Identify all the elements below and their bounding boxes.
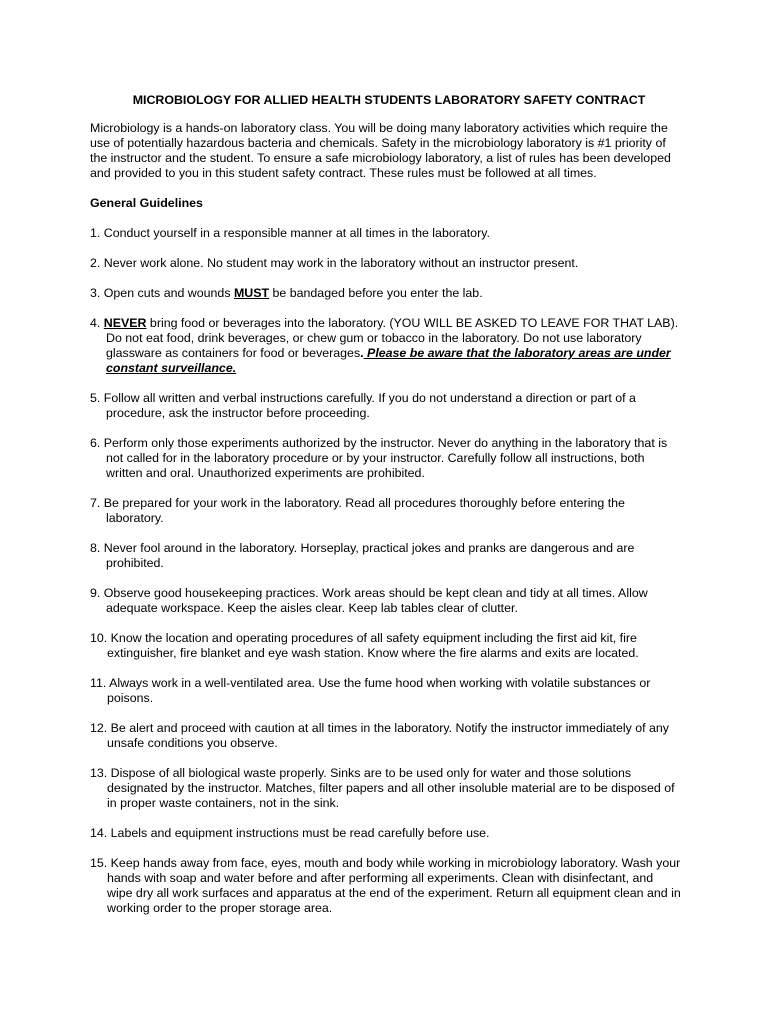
rule-14: 14. Labels and equipment instructions must be read carefully before use. — [90, 826, 490, 840]
rule-4-period: . — [360, 346, 364, 360]
rule-1: 1. Conduct yourself in a responsible manner at all times in the laboratory. — [90, 226, 490, 240]
rule-4 — [90, 316, 682, 376]
rule-6: 6. Perform only those experiments authorized by the instructor. Never do anything in the laboratory that is not called for in the laboratory procedure or by your instructor. Carefully follow all instructions, both written and oral. Unauthorized experiments are prohibited. — [90, 436, 668, 480]
rule-4-number: 4. — [90, 316, 104, 330]
rule-15: 15. Keep hands away from face, eyes, mouth and body while working in microbiology laboratory. Wash your hands with soap and water before and after performing all experiments. Clean with disinfectant, and wipe dry all work surfaces and apparatus at the end of the experiment. Return all equipment clean and in working order to the proper storage area. — [90, 856, 681, 915]
rule-7: 7. Be prepared for your work in the laboratory. Read all procedures thoroughly before entering the laboratory. — [90, 496, 625, 525]
rule-4-emphasis: NEVER — [103, 316, 147, 330]
section-heading: General Guidelines — [90, 196, 203, 210]
rule-3-emphasis: MUST — [233, 286, 270, 300]
document-title: MICROBIOLOGY FOR ALLIED HEALTH STUDENTS LABORATORY SAFETY CONTRACT — [132, 93, 646, 107]
rule-4-warning: Please be aware that the laboratory areas are under constant surveillance. — [106, 346, 671, 375]
rule-3 — [90, 286, 682, 301]
rule-5: 5. Follow all written and verbal instructions carefully. If you do not understand a direction or part of a procedure, ask the instructor before proceeding. — [90, 391, 636, 420]
rule-3-prefix: 3. Open cuts and wounds — [90, 286, 234, 300]
rule-8: 8. Never fool around in the laboratory. Horseplay, practical jokes and pranks are dangerous and are prohibited. — [90, 541, 635, 570]
intro-paragraph: Microbiology is a hands-on laboratory class. You will be doing many laboratory activities which require the use of potentially hazardous bacteria and chemicals. Safety in the microbiology laboratory is #1 priority of the instructor and the student. To ensure a safe microbiology laboratory, a list of rules has been developed and provided to you in this student safety contract. These rules must be followed at all times. — [90, 121, 671, 180]
rule-2: 2. Never work alone. No student may work in the laboratory without an instructor present. — [90, 256, 579, 270]
rule-11: 11. Always work in a well-ventilated area. Use the fume hood when working with volatile substances or poisons. — [90, 676, 651, 705]
rule-4-text: bring food or beverages into the laboratory. (YOU WILL BE ASKED TO LEAVE FOR THAT LAB). Do not eat food, drink beverages, or chew gum or tobacco in the laboratory. Do not use laboratory glassware as containers for food or beverages — [106, 316, 679, 360]
rule-12: 12. Be alert and proceed with caution at all times in the laboratory. Notify the instructor immediately of any unsafe conditions you observe. — [90, 721, 669, 750]
rule-10: 10. Know the location and operating procedures of all safety equipment including the first aid kit, fire extinguisher, fire blanket and eye wash station. Know where the fire alarms and exits are located. — [90, 631, 639, 660]
rule-3-suffix: be bandaged before you enter the lab. — [269, 286, 483, 300]
rule-13: 13. Dispose of all biological waste properly. Sinks are to be used only for water and those solutions designated by the instructor. Matches, filter papers and all other insoluble material are to be disposed of in proper waste containers, not in the sink. — [90, 766, 675, 810]
rule-9: 9. Observe good housekeeping practices. Work areas should be kept clean and tidy at all times. Allow adequate workspace. Keep the aisles clear. Keep lab tables clear of clutter. — [90, 586, 648, 615]
